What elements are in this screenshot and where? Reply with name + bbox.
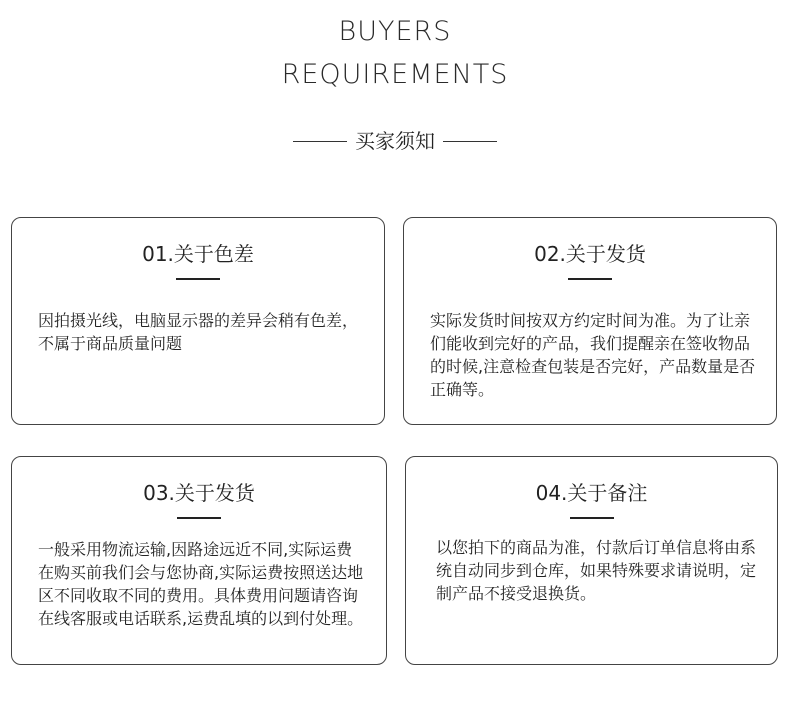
subtitle-left-rule <box>293 141 347 142</box>
card-title: 02.关于发货 <box>534 242 646 266</box>
page-title-line-1: BUYERS <box>338 16 452 47</box>
card-title-underline <box>176 278 220 280</box>
notice-card-color-difference <box>11 217 385 425</box>
card-title-underline <box>177 517 221 519</box>
card-body-text: 以您拍下的商品为准，付款后订单信息将由系统自动同步到仓库，如果特殊要求请说明，定制产品不接受退换货。 <box>436 538 757 603</box>
subtitle-right-rule <box>443 141 497 142</box>
card-body-text: 实际发货时间按双方约定时间为准。为了让亲们能收到完好的产品，我们提醒亲在签收物品的时候,注意检查包装是否完好，产品数量是否正确等。 <box>430 311 756 399</box>
subtitle-text: 买家须知 <box>355 129 435 153</box>
notice-card-shipping <box>11 456 387 665</box>
card-title: 01.关于色差 <box>142 242 254 266</box>
card-body-text: 一般采用物流运输,因路途远近不同,实际运费在购买前我们会与您协商,实际运费按照送达地区不同收取不同的费用。具体费用问题请咨询在线客服或电话联系,运费乱填的以到付处理。 <box>38 540 364 628</box>
notice-card-delivery <box>403 217 777 425</box>
card-title: 03.关于发货 <box>143 481 255 505</box>
page-title-line-2: REQUIREMENTS <box>281 59 509 90</box>
card-title-underline <box>570 517 614 519</box>
notice-card-remarks <box>405 456 778 665</box>
card-body-text: 因拍摄光线，电脑显示器的差异会稍有色差，不属于商品质量问题 <box>38 311 359 353</box>
section-subtitle <box>0 127 790 155</box>
card-title: 04.关于备注 <box>535 481 648 505</box>
card-title-underline <box>568 278 612 280</box>
